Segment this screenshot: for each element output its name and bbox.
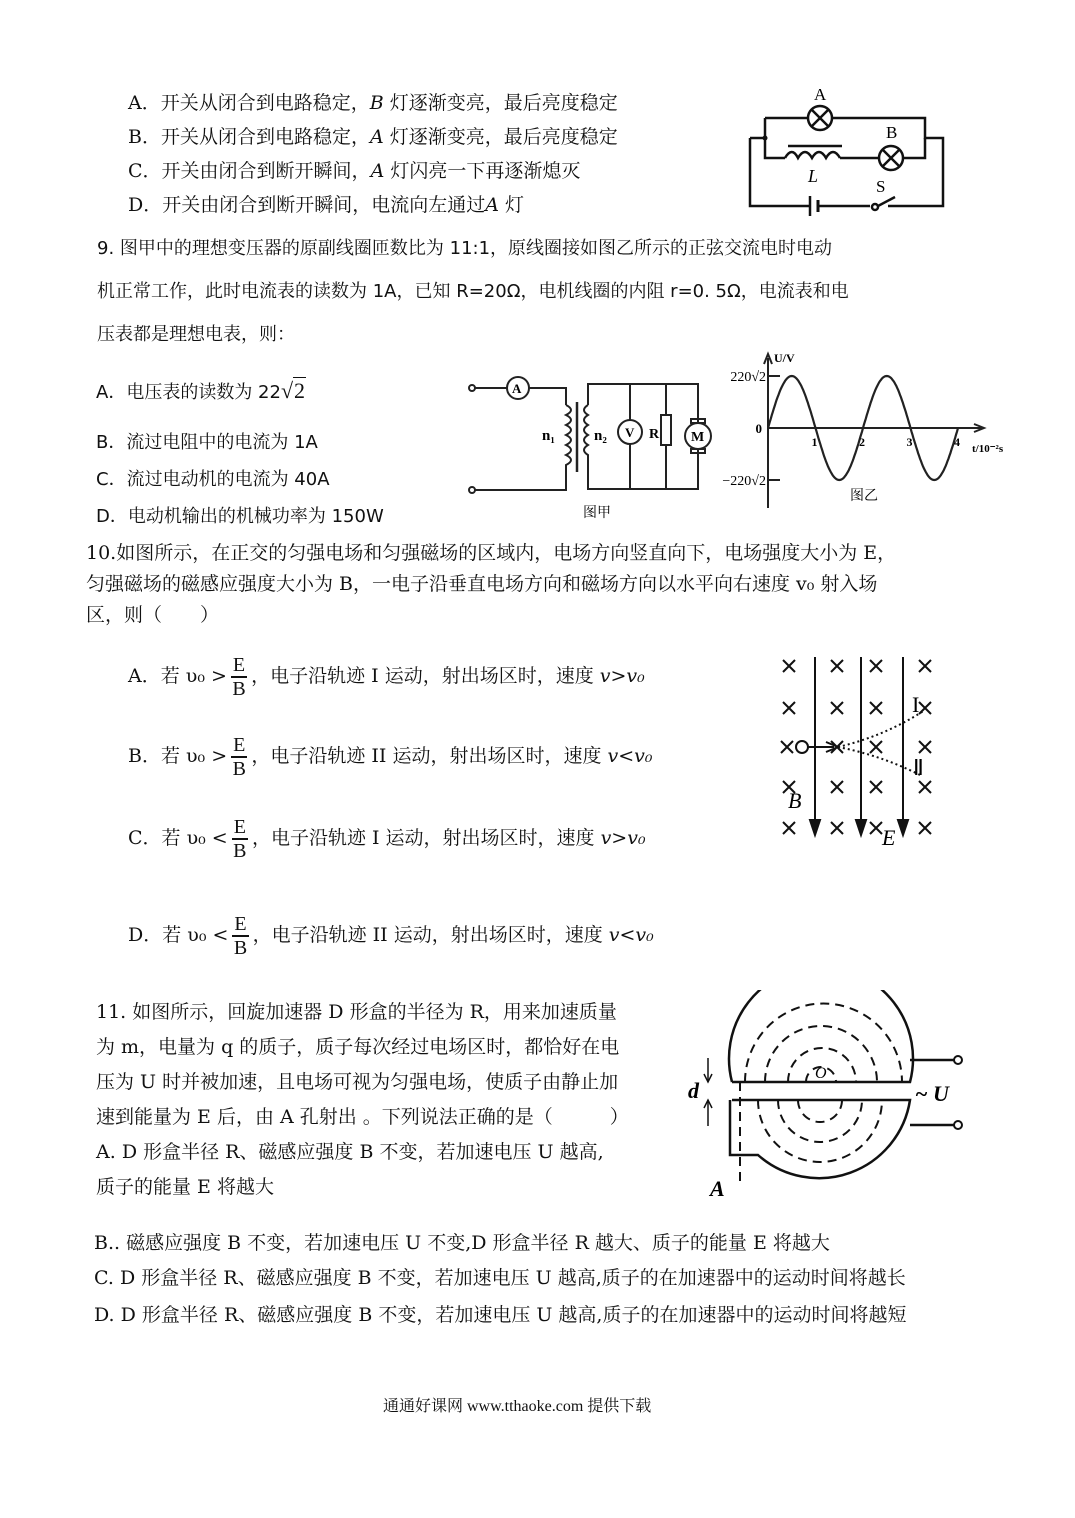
option-text: 灯逐渐变亮，最后亮度稳定 [383, 126, 618, 148]
q11-stem-line: 11. 如图所示，回旋加速器 D 形盒的半径为 R，用来加速质量 [96, 1001, 617, 1023]
motor-label: M [691, 430, 705, 445]
q10-option-b[interactable] [128, 734, 653, 780]
option-label: B． [128, 745, 161, 767]
fraction-denominator: B [233, 840, 247, 862]
magnetic-field-into-page-icon [919, 660, 931, 672]
q11-option-d[interactable] [94, 1303, 906, 1327]
y-tick-label: −220√2 [722, 474, 766, 489]
option-text: 质子的能量 E 将越大 [96, 1176, 274, 1198]
q11-option-c[interactable] [94, 1266, 906, 1290]
x-tick-label: 4 [954, 435, 960, 449]
option-label: C． [128, 827, 162, 849]
q8-circuit-figure [740, 80, 960, 220]
option-text: 开关由闭合到断开瞬间，电流向左通过 [162, 194, 486, 216]
magnetic-field-into-page-icon [831, 702, 843, 714]
option-label: C. [94, 1267, 114, 1289]
q9-option-a[interactable] [96, 378, 306, 404]
q11-option-a-cont [96, 1175, 274, 1199]
q8-option-d[interactable] [128, 193, 524, 217]
magnetic-field-into-page-icon [919, 822, 931, 834]
option-label: B. [94, 1232, 115, 1254]
y-tick-label: 220√2 [730, 370, 766, 385]
center-label: O [815, 1065, 827, 1082]
q11-stem-line: 为 m，电量为 q 的质子，质子每次经过电场区时，都恰好在电 [96, 1036, 620, 1058]
magnetic-field-into-page-icon [783, 702, 795, 714]
option-text: 电压表的读数为 22 [126, 382, 281, 403]
voltmeter-label: V [625, 425, 635, 440]
q8-option-a[interactable] [128, 91, 618, 115]
q10-stem-line: 区，则（ ） [86, 604, 220, 626]
fraction-denominator: B [232, 758, 246, 780]
ammeter-label: A [512, 381, 522, 396]
option-var: A [369, 126, 384, 148]
footer-source: 通通好课网 www.tthaoke.com 提供下载 [383, 1398, 652, 1415]
magnetic-field-into-page-icon [783, 822, 795, 834]
q11-cyclotron-figure [670, 990, 970, 1210]
exit-label: A [710, 1176, 725, 1201]
option-text: ，电子沿轨迹 II 运动，射出场区时，速度 [251, 745, 608, 767]
option-text: 流过电动机的电流为 40A [126, 469, 330, 490]
option-text: 灯闪亮一下再逐渐熄灭 [384, 160, 581, 182]
q10-option-a[interactable] [128, 654, 645, 700]
option-text: 电动机输出的机械功率为 150W [127, 506, 384, 527]
fraction-e-over-b [232, 913, 248, 959]
primary-coil-icon [566, 405, 571, 470]
x-tick-label: 1 [811, 435, 818, 449]
y-tick-label: 0 [755, 421, 762, 436]
q9-stem-line: 机正常工作，此时电流表的读数为 1A，已知 R=20Ω，电机线圈的内阻 r=0. 5Ω，电流表和电 [97, 281, 849, 302]
x-axis-label: t/10⁻²s [972, 443, 1004, 455]
q11-option-b[interactable] [94, 1231, 830, 1255]
fraction-e-over-b [232, 816, 248, 862]
q8-option-c[interactable] [128, 159, 580, 183]
y-axis-label: U/V [774, 351, 795, 365]
q9-stem-line: 压表都是理想电表，则： [97, 324, 295, 345]
fig-jia-caption: 图甲 [583, 506, 611, 521]
option-condition: 若 υ₀ > [160, 745, 228, 767]
q10-stem-line: 匀强磁场的磁感应强度大小为 B，一电子沿垂直电场方向和磁场方向以水平向右速度 v₀ 射入场 [86, 573, 878, 595]
q10-option-c[interactable] [128, 816, 646, 862]
x-tick-label: 3 [906, 435, 913, 449]
option-text: . 磁感应强度 B 不变，若加速电压 U 不变,D 形盒半径 R 越大、质子的能量 E 将越大 [114, 1232, 830, 1254]
track-2-label: Ⅱ [913, 755, 924, 780]
lamp-b-label: B [886, 123, 898, 142]
n2-label: n₂ [594, 428, 607, 444]
magnetic-field-into-page-icon [783, 660, 795, 672]
track-1-label: I [912, 692, 920, 717]
option-text: 灯 [498, 194, 525, 216]
option-label: D． [128, 924, 163, 946]
magnetic-field-into-page-icon [870, 781, 882, 793]
sqrt-radicand: 2 [294, 378, 306, 403]
magnetic-field-into-page-icon [870, 660, 882, 672]
voltage-label: ~ U [915, 1081, 949, 1106]
option-label: A． [128, 665, 161, 687]
terminal-icon [469, 487, 475, 493]
fig-yi-caption: 图乙 [850, 489, 878, 504]
option-label: C． [96, 469, 127, 490]
option-label: D． [128, 194, 163, 216]
lower-d-box [730, 1100, 910, 1178]
fraction-numerator: E [233, 734, 246, 756]
terminal-icon [469, 385, 475, 391]
resistor-label: R [649, 427, 660, 442]
option-result: v>v₀ [600, 827, 646, 849]
fraction-e-over-b [231, 734, 247, 780]
option-text: ，电子沿轨迹 I 运动，射出场区时，速度 [251, 827, 601, 849]
option-label: B． [128, 126, 161, 148]
fraction-numerator: E [234, 913, 247, 935]
q11-stem-line: 速到能量为 E 后，由 A 孔射出 。下列说法正确的是（ ） [96, 1106, 629, 1128]
fraction-denominator: B [233, 937, 248, 959]
q10-option-d[interactable] [128, 913, 654, 959]
option-label: D. [94, 1304, 115, 1326]
fraction-numerator: E [232, 654, 246, 676]
magnetic-field-into-page-icon [870, 741, 882, 753]
n1-label: n₁ [542, 428, 555, 444]
magnetic-field-into-page-icon [781, 741, 793, 753]
option-text: ，电子沿轨迹 II 运动，射出场区时，速度 [252, 924, 609, 946]
option-label: D． [96, 506, 128, 527]
gap-label: d [688, 1078, 699, 1103]
q9-voltage-chart [710, 350, 1010, 520]
option-text: 流过电阻中的电流为 1A [126, 432, 318, 453]
option-result: v<v₀ [607, 745, 653, 767]
option-var: A [370, 160, 385, 182]
option-condition: 若 υ₀ < [162, 924, 229, 946]
option-label: A. [96, 1141, 116, 1163]
option-label: A． [128, 92, 161, 114]
q9-transformer-figure [460, 360, 720, 530]
fraction-e-over-b [231, 654, 247, 700]
option-label: B． [96, 432, 127, 453]
magnetic-field-into-page-icon [919, 781, 931, 793]
option-var: B [369, 92, 384, 114]
fraction-numerator: E [233, 816, 246, 838]
fraction-denominator: B [232, 678, 246, 700]
field-b-label: B [788, 788, 802, 813]
option-text: D 形盒半径 R、磁感应强度 B 不变，若加速电压 U 越高,质子的在加速器中的运动时间将越长 [119, 1267, 906, 1289]
resistor-icon [661, 415, 671, 445]
magnetic-field-into-page-icon [919, 741, 931, 753]
q10-stem-line: 10.如图所示，在正交的匀强电场和匀强磁场的区域内，电场方向竖直向下，电场强度大小为 E， [86, 542, 897, 564]
option-label: A． [96, 382, 127, 403]
option-condition: 若 υ₀ > [160, 665, 227, 687]
option-text: D 形盒半径 R、磁感应强度 B 不变，若加速电压 U 越高, [121, 1141, 604, 1163]
magnetic-field-into-page-icon [831, 781, 843, 793]
magnetic-field-into-page-icon [870, 702, 882, 714]
option-text: 开关由闭合到断开瞬间， [161, 160, 371, 182]
option-text: 开关从闭合到电路稳定， [160, 92, 370, 114]
terminal-icon [954, 1121, 962, 1129]
electron-icon [796, 741, 808, 753]
option-text: 灯逐渐变亮，最后亮度稳定 [383, 92, 618, 114]
lamp-a-label: A [814, 85, 827, 104]
option-text: 开关从闭合到电路稳定， [160, 126, 370, 148]
option-label: C． [128, 160, 162, 182]
switch-label: S [876, 177, 886, 196]
option-condition: 若 υ₀ < [161, 827, 228, 849]
q11-stem-line: 压为 U 时并被加速，且电场可视为匀强电场，使质子由静止加 [96, 1071, 619, 1093]
x-tick-label: 2 [859, 435, 865, 449]
q9-option-b[interactable] [96, 428, 318, 454]
q9-option-d[interactable] [96, 502, 384, 528]
option-text: ，电子沿轨迹 I 运动，射出场区时，速度 [251, 665, 600, 687]
q11-option-a[interactable] [96, 1140, 604, 1164]
option-result: v>v₀ [599, 665, 645, 687]
option-result: v<v₀ [608, 924, 654, 946]
magnetic-field-into-page-icon [870, 822, 882, 834]
switch-icon [872, 204, 878, 210]
magnetic-field-into-page-icon [831, 660, 843, 672]
magnetic-field-into-page-icon [831, 822, 843, 834]
field-e-label: E [882, 825, 896, 850]
option-text: D 形盒半径 R、磁感应强度 B 不变，若加速电压 U 越高,质子的在加速器中的运动时间将越短 [120, 1304, 907, 1326]
secondary-coil-icon [584, 405, 588, 460]
q9-stem-line: 9. 图甲中的理想变压器的原副线圈匝数比为 11:1，原线圈接如图乙所示的正弦交流电时电动 [97, 238, 833, 259]
sqrt-symbol: √2 [280, 378, 306, 403]
option-var: A [485, 194, 499, 216]
terminal-icon [954, 1056, 962, 1064]
q9-option-c[interactable] [96, 465, 330, 491]
q8-option-b[interactable] [128, 125, 618, 149]
inductor-icon [785, 152, 840, 158]
inductor-label: L [808, 166, 819, 186]
q10-field-figure [760, 640, 960, 850]
